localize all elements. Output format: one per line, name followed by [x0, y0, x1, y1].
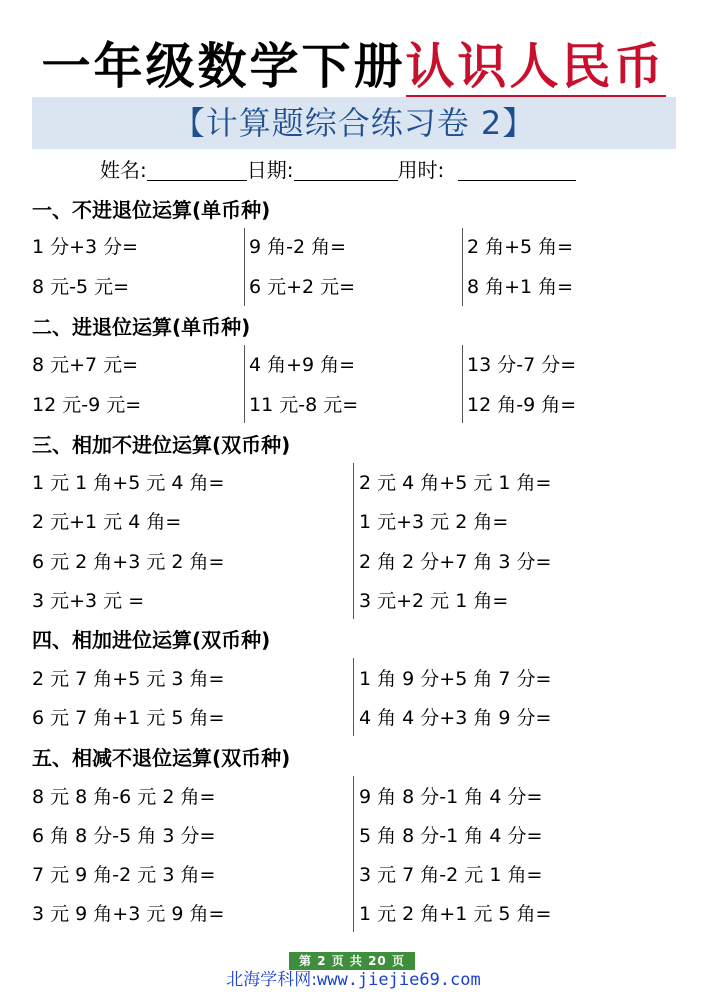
problem: 6 元 7 角+1 元 5 角= [32, 707, 225, 729]
name-label: 姓名: [100, 158, 147, 182]
title-red: 认识人民币 [406, 38, 666, 98]
problem: 3 元 9 角+3 元 9 角= [32, 903, 225, 925]
problem: 7 元 9 角-2 元 3 角= [32, 864, 216, 886]
time-blank[interactable] [458, 158, 576, 181]
divider [353, 658, 354, 736]
title-black: 一年级数学下册 [41, 38, 406, 95]
site-url-link[interactable]: www.jiejie69.com [316, 970, 481, 990]
divider [462, 345, 463, 423]
problem: 1 元 2 角+1 元 5 角= [359, 903, 552, 925]
section-1-title: 一、不进退位运算(单币种) [32, 198, 271, 222]
problem: 4 角+9 角= [249, 354, 356, 376]
problem: 6 元+2 元= [249, 276, 356, 298]
problem: 2 元 7 角+5 元 3 角= [32, 668, 225, 690]
name-blank[interactable] [147, 158, 247, 181]
section-5-title: 五、相减不退位运算(双币种) [32, 746, 291, 770]
subtitle-bar [32, 97, 676, 149]
divider [244, 228, 245, 306]
problem: 8 角+1 角= [467, 276, 574, 298]
divider [353, 776, 354, 932]
problem: 9 角 8 分-1 角 4 分= [359, 786, 543, 808]
problem: 9 角-2 角= [249, 236, 347, 258]
problem: 2 元 4 角+5 元 1 角= [359, 472, 552, 494]
problem: 6 元 2 角+3 元 2 角= [32, 551, 225, 573]
problem: 2 元+1 元 4 角= [32, 511, 182, 533]
subtitle: 【计算题综合练习卷 2】 [172, 104, 536, 142]
problem: 2 角 2 分+7 角 3 分= [359, 551, 552, 573]
date-label: 日期: [246, 158, 294, 182]
problem: 8 元 8 角-6 元 2 角= [32, 786, 216, 808]
problem: 11 元-8 元= [249, 394, 359, 416]
problem: 12 元-9 元= [32, 394, 142, 416]
problem: 8 元-5 元= [32, 276, 130, 298]
problem: 1 元+3 元 2 角= [359, 511, 509, 533]
site-name: 北海学科网: [226, 970, 317, 990]
problem: 5 角 8 分-1 角 4 分= [359, 825, 543, 847]
time-label: 用时: [397, 158, 445, 182]
problem: 1 角 9 分+5 角 7 分= [359, 668, 552, 690]
problem: 6 角 8 分-5 角 3 分= [32, 825, 216, 847]
footer-site [0, 968, 707, 992]
section-2-title: 二、进退位运算(单币种) [32, 315, 251, 339]
divider [462, 228, 463, 306]
divider [244, 345, 245, 423]
section-4-title: 四、相加进位运算(双币种) [32, 628, 271, 652]
problem: 1 分+3 分= [32, 236, 139, 258]
problem: 3 元 7 角-2 元 1 角= [359, 864, 543, 886]
problem: 1 元 1 角+5 元 4 角= [32, 472, 225, 494]
date-blank[interactable] [294, 158, 398, 181]
problem: 3 元+2 元 1 角= [359, 590, 509, 612]
problem: 3 元+3 元 = [32, 590, 145, 612]
divider [353, 463, 354, 619]
page-title [0, 36, 707, 98]
student-info-row [100, 155, 576, 185]
problem: 2 角+5 角= [467, 236, 574, 258]
problem: 13 分-7 分= [467, 354, 577, 376]
problem: 12 角-9 角= [467, 394, 577, 416]
problem: 4 角 4 分+3 角 9 分= [359, 707, 552, 729]
section-3-title: 三、相加不进位运算(双币种) [32, 433, 291, 457]
problem: 8 元+7 元= [32, 354, 139, 376]
page-number-badge: 第 2 页 共 20 页 [289, 952, 415, 970]
